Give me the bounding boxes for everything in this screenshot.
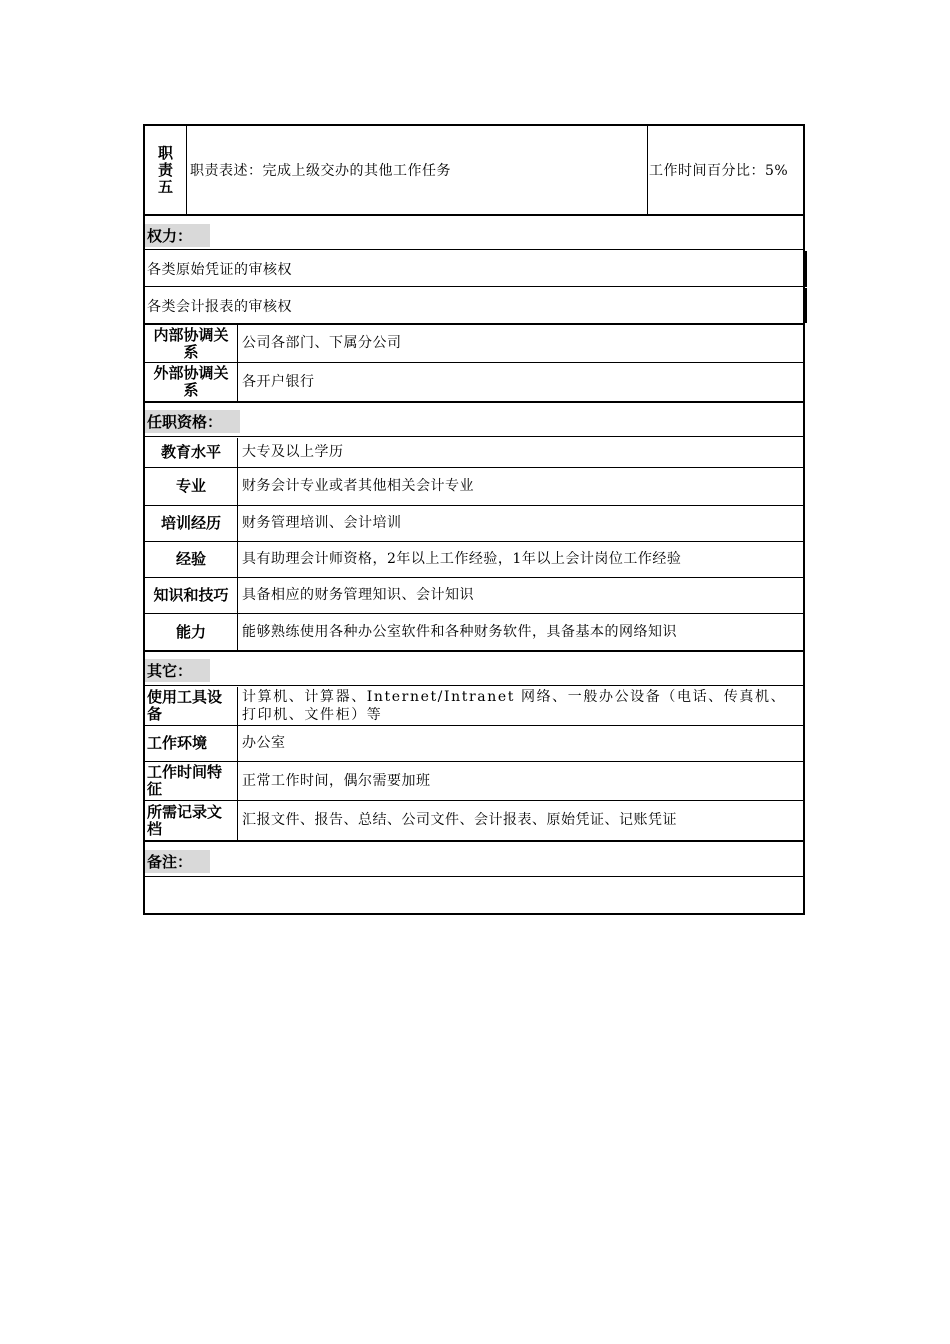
qualifications-section	[143, 403, 805, 652]
internal-relation-value: 公司各部门、下属分公司	[238, 325, 803, 363]
duty-time-percent: 工作时间百分比：5%	[649, 163, 789, 179]
documents-label: 所需记录文档	[145, 801, 238, 840]
remarks-section	[143, 842, 805, 915]
remarks-heading-text: 备注：	[145, 850, 210, 873]
authority-heading-text: 权力：	[145, 224, 210, 247]
ability-label: 能力	[145, 614, 238, 650]
experience-value: 具有助理会计师资格，2年以上工作经验，1年以上会计岗位工作经验	[238, 542, 803, 578]
environment-value: 办公室	[238, 726, 803, 762]
tools-label: 使用工具设备	[145, 687, 238, 726]
work-hours-label: 工作时间特征	[145, 762, 238, 801]
ability-value: 能够熟练使用各种办公室软件和各种财务软件，具备基本的网络知识	[242, 623, 677, 640]
relations-section	[143, 325, 805, 403]
knowledge-value: 具备相应的财务管理知识、会计知识	[238, 578, 803, 614]
environment-label: 工作环境	[145, 726, 238, 762]
documents-value: 汇报文件、报告、总结、公司文件、会计报表、原始凭证、记账凭证	[242, 812, 677, 828]
experience-label: 经验	[145, 542, 238, 578]
internal-relation-label: 内部协调关系	[145, 325, 238, 363]
other-section	[143, 652, 805, 842]
duty-label: 职 责 五	[145, 126, 187, 214]
external-relation-value: 各开户银行	[242, 373, 315, 390]
remarks-content	[145, 878, 803, 913]
knowledge-label: 知识和技巧	[145, 578, 238, 614]
tools-value: 计算机、计算器、Internet/Intranet 网络、一般办公设备（电话、传真机、打印机、文件柜）等	[238, 687, 803, 726]
duty-row	[143, 124, 805, 216]
training-label: 培训经历	[145, 506, 238, 542]
authority-item: 各类会计报表的审核权	[145, 288, 807, 323]
remarks-heading	[145, 842, 803, 877]
other-heading-text: 其它：	[145, 659, 210, 682]
education-value: 大专及以上学历	[238, 438, 803, 468]
external-relation-label: 外部协调关系	[145, 363, 238, 401]
qualifications-heading	[145, 403, 803, 437]
authority-section	[143, 216, 805, 325]
qualifications-heading-text: 任职资格：	[145, 410, 240, 433]
education-label: 教育水平	[145, 438, 238, 468]
work-hours-value: 正常工作时间，偶尔需要加班	[238, 762, 803, 801]
duty-description: 职责表述：完成上级交办的其他工作任务	[188, 126, 648, 214]
authority-item: 各类原始凭证的审核权	[145, 251, 807, 287]
major-label: 专业	[145, 468, 238, 506]
other-heading	[145, 652, 803, 686]
major-value: 财务会计专业或者其他相关会计专业	[238, 468, 803, 506]
authority-heading	[145, 216, 803, 250]
training-value: 财务管理培训、会计培训	[238, 506, 803, 542]
